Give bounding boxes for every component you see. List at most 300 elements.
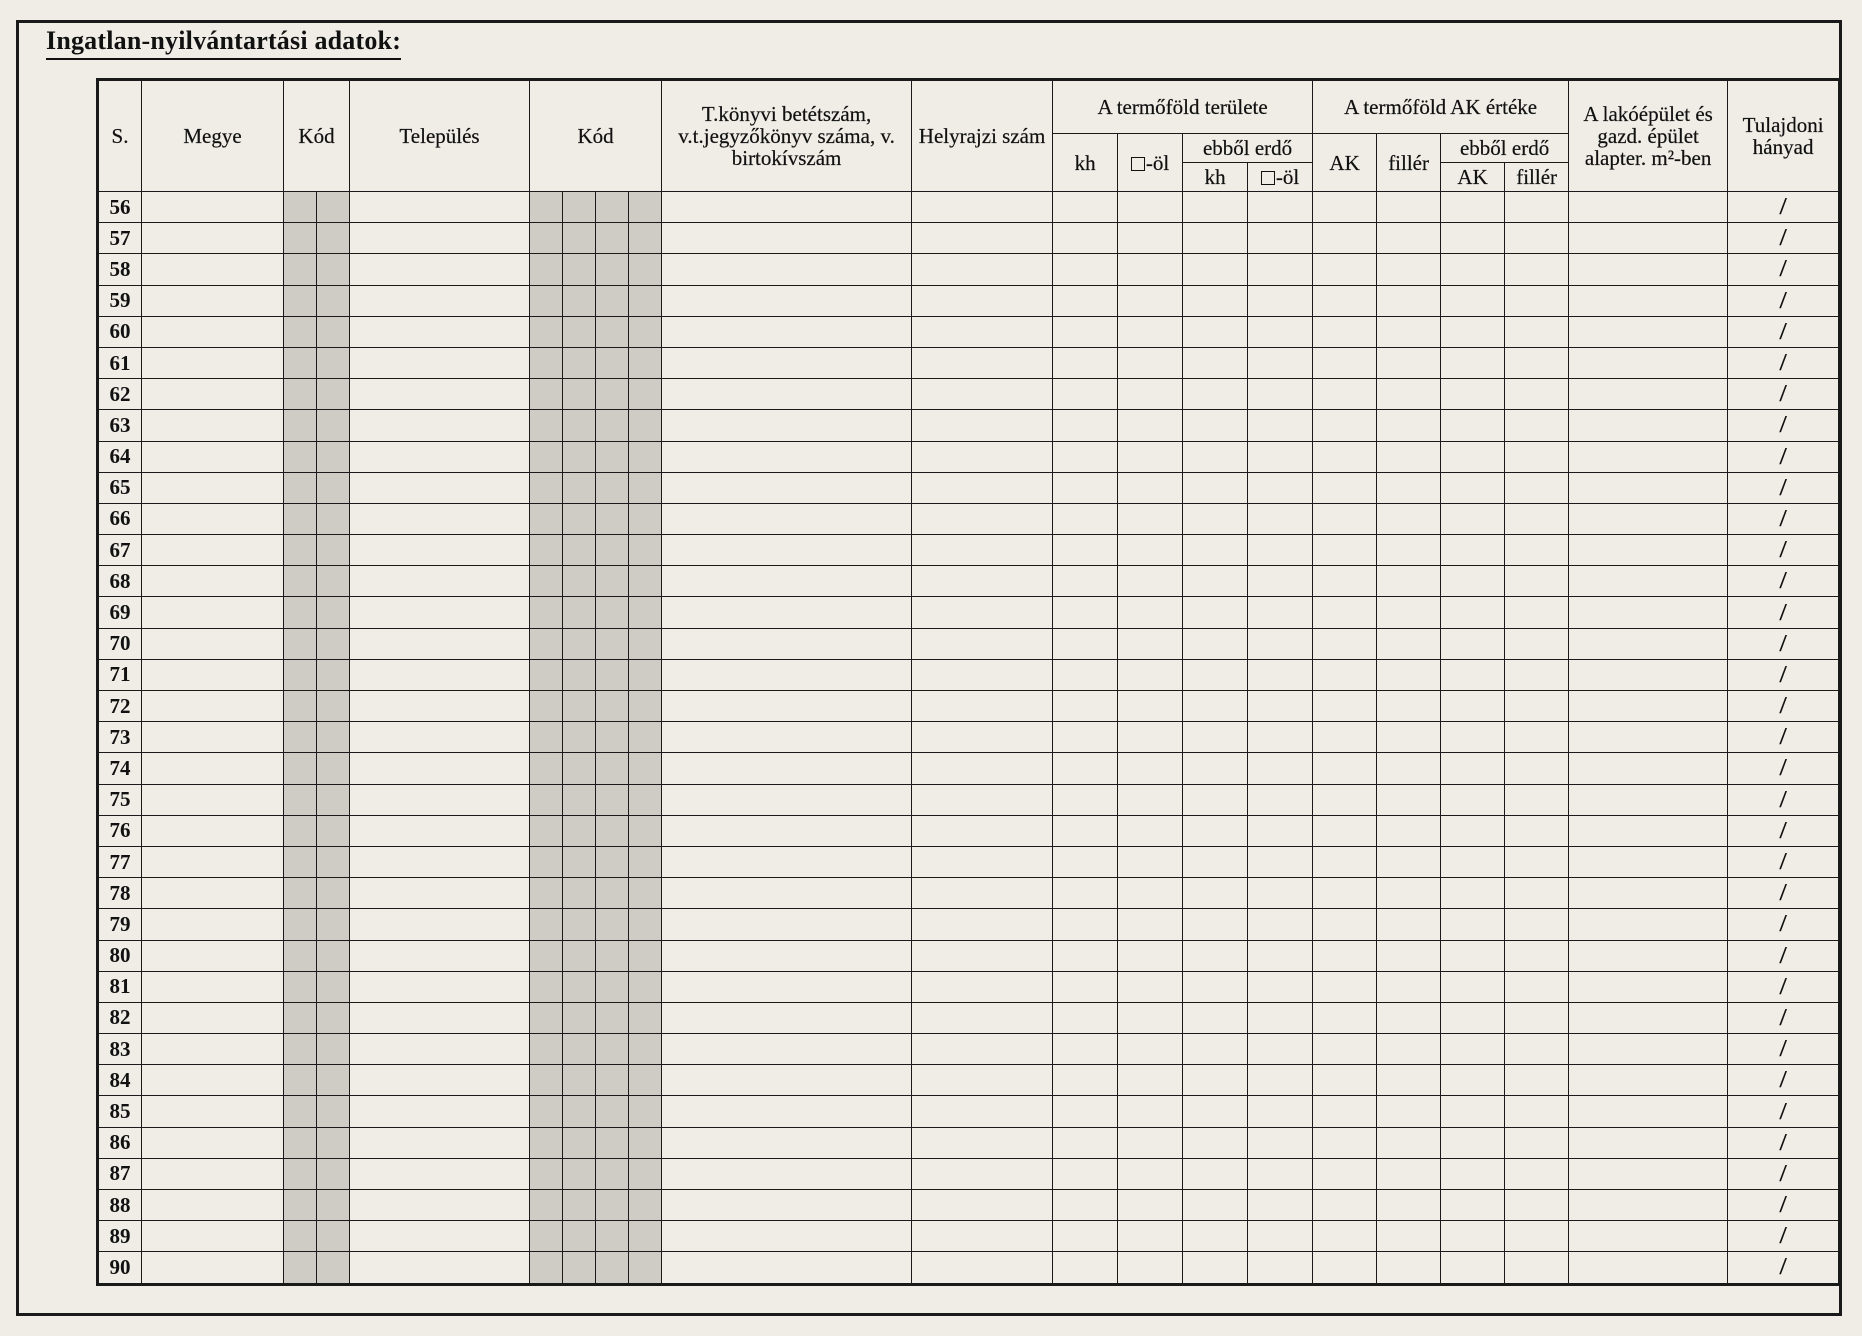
kod-county-cell[interactable] — [284, 1127, 317, 1158]
kod-settlement-cell[interactable] — [596, 1158, 629, 1189]
kod-county-cell[interactable] — [317, 722, 350, 753]
filler-erdo-cell[interactable] — [1505, 535, 1569, 566]
lakoepulet-cell[interactable] — [1569, 753, 1728, 784]
kh-cell[interactable] — [1053, 628, 1118, 659]
ol-cell[interactable] — [1118, 410, 1183, 441]
tkonyvi-cell[interactable] — [662, 722, 912, 753]
kod-settlement-cell[interactable] — [629, 1190, 662, 1221]
kh-cell[interactable] — [1053, 878, 1118, 909]
tkonyvi-cell[interactable] — [662, 784, 912, 815]
ol-cell[interactable] — [1118, 1158, 1183, 1189]
kh-cell[interactable] — [1053, 971, 1118, 1002]
kh-cell[interactable] — [1053, 285, 1118, 316]
kod-county-cell[interactable] — [284, 566, 317, 597]
telepules-cell[interactable] — [350, 472, 530, 503]
filler-cell[interactable] — [1377, 1190, 1441, 1221]
ol-erdo-cell[interactable] — [1248, 379, 1313, 410]
kod-settlement-cell[interactable] — [629, 846, 662, 877]
kod-county-cell[interactable] — [284, 472, 317, 503]
kod-settlement-cell[interactable] — [563, 940, 596, 971]
ol-erdo-cell[interactable] — [1248, 846, 1313, 877]
kod-settlement-cell[interactable] — [629, 347, 662, 378]
megye-cell[interactable] — [142, 379, 284, 410]
filler-erdo-cell[interactable] — [1505, 722, 1569, 753]
kod-county-cell[interactable] — [317, 254, 350, 285]
telepules-cell[interactable] — [350, 878, 530, 909]
lakoepulet-cell[interactable] — [1569, 566, 1728, 597]
ol-erdo-cell[interactable] — [1248, 1002, 1313, 1033]
kh-cell[interactable] — [1053, 597, 1118, 628]
tkonyvi-cell[interactable] — [662, 815, 912, 846]
tulajdoni-cell[interactable] — [1728, 1127, 1840, 1158]
telepules-cell[interactable] — [350, 535, 530, 566]
kod-settlement-cell[interactable] — [596, 1252, 629, 1284]
kod-settlement-cell[interactable] — [563, 1190, 596, 1221]
kod-county-cell[interactable] — [317, 1190, 350, 1221]
kod-settlement-cell[interactable] — [629, 1252, 662, 1284]
kod-settlement-cell[interactable] — [596, 691, 629, 722]
ol-cell[interactable] — [1118, 1221, 1183, 1252]
ak-erdo-cell[interactable] — [1441, 1127, 1505, 1158]
kod-county-cell[interactable] — [317, 691, 350, 722]
helyrajzi-cell[interactable] — [912, 472, 1053, 503]
kod-settlement-cell[interactable] — [629, 472, 662, 503]
kod-settlement-cell[interactable] — [596, 815, 629, 846]
ol-erdo-cell[interactable] — [1248, 691, 1313, 722]
kod-settlement-cell[interactable] — [530, 316, 563, 347]
ak-cell[interactable] — [1313, 971, 1377, 1002]
kod-settlement-cell[interactable] — [629, 1221, 662, 1252]
tulajdoni-cell[interactable] — [1728, 1096, 1840, 1127]
kod-settlement-cell[interactable] — [563, 1252, 596, 1284]
lakoepulet-cell[interactable] — [1569, 254, 1728, 285]
tulajdoni-cell[interactable] — [1728, 1034, 1840, 1065]
tkonyvi-cell[interactable] — [662, 503, 912, 534]
kod-settlement-cell[interactable] — [530, 223, 563, 254]
kod-county-cell[interactable] — [317, 628, 350, 659]
kh-cell[interactable] — [1053, 940, 1118, 971]
kod-county-cell[interactable] — [284, 1252, 317, 1284]
kh-cell[interactable] — [1053, 254, 1118, 285]
kod-settlement-cell[interactable] — [563, 441, 596, 472]
telepules-cell[interactable] — [350, 254, 530, 285]
tulajdoni-cell[interactable] — [1728, 1252, 1840, 1284]
kod-settlement-cell[interactable] — [596, 1096, 629, 1127]
ak-cell[interactable] — [1313, 940, 1377, 971]
kod-settlement-cell[interactable] — [530, 441, 563, 472]
ak-cell[interactable] — [1313, 1221, 1377, 1252]
lakoepulet-cell[interactable] — [1569, 441, 1728, 472]
lakoepulet-cell[interactable] — [1569, 1190, 1728, 1221]
kh-cell[interactable] — [1053, 691, 1118, 722]
kod-settlement-cell[interactable] — [596, 940, 629, 971]
kod-settlement-cell[interactable] — [596, 192, 629, 223]
kod-settlement-cell[interactable] — [596, 285, 629, 316]
helyrajzi-cell[interactable] — [912, 223, 1053, 254]
filler-cell[interactable] — [1377, 909, 1441, 940]
megye-cell[interactable] — [142, 909, 284, 940]
filler-erdo-cell[interactable] — [1505, 1065, 1569, 1096]
telepules-cell[interactable] — [350, 597, 530, 628]
kod-settlement-cell[interactable] — [563, 535, 596, 566]
kod-settlement-cell[interactable] — [629, 722, 662, 753]
tkonyvi-cell[interactable] — [662, 1190, 912, 1221]
tkonyvi-cell[interactable] — [662, 846, 912, 877]
tkonyvi-cell[interactable] — [662, 535, 912, 566]
lakoepulet-cell[interactable] — [1569, 503, 1728, 534]
ak-cell[interactable] — [1313, 1002, 1377, 1033]
ol-erdo-cell[interactable] — [1248, 192, 1313, 223]
kod-settlement-cell[interactable] — [629, 223, 662, 254]
telepules-cell[interactable] — [350, 316, 530, 347]
filler-cell[interactable] — [1377, 347, 1441, 378]
lakoepulet-cell[interactable] — [1569, 1158, 1728, 1189]
ak-erdo-cell[interactable] — [1441, 192, 1505, 223]
megye-cell[interactable] — [142, 347, 284, 378]
kh-erdo-cell[interactable] — [1183, 1096, 1248, 1127]
kh-cell[interactable] — [1053, 379, 1118, 410]
kod-county-cell[interactable] — [317, 223, 350, 254]
filler-erdo-cell[interactable] — [1505, 347, 1569, 378]
tulajdoni-cell[interactable] — [1728, 628, 1840, 659]
filler-erdo-cell[interactable] — [1505, 1252, 1569, 1284]
ak-erdo-cell[interactable] — [1441, 1065, 1505, 1096]
telepules-cell[interactable] — [350, 1034, 530, 1065]
kh-cell[interactable] — [1053, 441, 1118, 472]
kod-settlement-cell[interactable] — [530, 691, 563, 722]
kod-county-cell[interactable] — [317, 1096, 350, 1127]
telepules-cell[interactable] — [350, 753, 530, 784]
kod-settlement-cell[interactable] — [530, 347, 563, 378]
kod-county-cell[interactable] — [284, 503, 317, 534]
kod-settlement-cell[interactable] — [530, 1190, 563, 1221]
kod-county-cell[interactable] — [284, 1158, 317, 1189]
filler-cell[interactable] — [1377, 503, 1441, 534]
kod-settlement-cell[interactable] — [530, 909, 563, 940]
tkonyvi-cell[interactable] — [662, 691, 912, 722]
telepules-cell[interactable] — [350, 1127, 530, 1158]
lakoepulet-cell[interactable] — [1569, 878, 1728, 909]
ak-cell[interactable] — [1313, 1127, 1377, 1158]
ol-erdo-cell[interactable] — [1248, 1127, 1313, 1158]
tkonyvi-cell[interactable] — [662, 192, 912, 223]
kod-settlement-cell[interactable] — [530, 1252, 563, 1284]
ol-erdo-cell[interactable] — [1248, 878, 1313, 909]
kh-cell[interactable] — [1053, 815, 1118, 846]
tkonyvi-cell[interactable] — [662, 566, 912, 597]
ol-erdo-cell[interactable] — [1248, 815, 1313, 846]
kod-settlement-cell[interactable] — [563, 223, 596, 254]
kod-county-cell[interactable] — [284, 815, 317, 846]
kod-county-cell[interactable] — [284, 1002, 317, 1033]
ak-erdo-cell[interactable] — [1441, 1096, 1505, 1127]
kod-settlement-cell[interactable] — [563, 909, 596, 940]
kod-county-cell[interactable] — [284, 254, 317, 285]
helyrajzi-cell[interactable] — [912, 628, 1053, 659]
helyrajzi-cell[interactable] — [912, 1127, 1053, 1158]
lakoepulet-cell[interactable] — [1569, 940, 1728, 971]
lakoepulet-cell[interactable] — [1569, 1065, 1728, 1096]
ol-cell[interactable] — [1118, 753, 1183, 784]
kh-erdo-cell[interactable] — [1183, 971, 1248, 1002]
ak-cell[interactable] — [1313, 784, 1377, 815]
kod-settlement-cell[interactable] — [563, 285, 596, 316]
filler-cell[interactable] — [1377, 1127, 1441, 1158]
tulajdoni-cell[interactable] — [1728, 878, 1840, 909]
ak-erdo-cell[interactable] — [1441, 659, 1505, 690]
megye-cell[interactable] — [142, 192, 284, 223]
kod-settlement-cell[interactable] — [629, 379, 662, 410]
kh-cell[interactable] — [1053, 192, 1118, 223]
kod-county-cell[interactable] — [284, 784, 317, 815]
kod-settlement-cell[interactable] — [629, 254, 662, 285]
kh-erdo-cell[interactable] — [1183, 691, 1248, 722]
filler-cell[interactable] — [1377, 566, 1441, 597]
ol-erdo-cell[interactable] — [1248, 410, 1313, 441]
telepules-cell[interactable] — [350, 659, 530, 690]
kod-settlement-cell[interactable] — [629, 1158, 662, 1189]
kod-settlement-cell[interactable] — [596, 1221, 629, 1252]
tkonyvi-cell[interactable] — [662, 1252, 912, 1284]
telepules-cell[interactable] — [350, 846, 530, 877]
ak-cell[interactable] — [1313, 316, 1377, 347]
helyrajzi-cell[interactable] — [912, 285, 1053, 316]
kod-settlement-cell[interactable] — [629, 878, 662, 909]
tulajdoni-cell[interactable] — [1728, 971, 1840, 1002]
ol-cell[interactable] — [1118, 503, 1183, 534]
megye-cell[interactable] — [142, 597, 284, 628]
kod-settlement-cell[interactable] — [563, 659, 596, 690]
filler-erdo-cell[interactable] — [1505, 1034, 1569, 1065]
kod-county-cell[interactable] — [284, 1034, 317, 1065]
kod-settlement-cell[interactable] — [596, 223, 629, 254]
kod-settlement-cell[interactable] — [629, 971, 662, 1002]
filler-erdo-cell[interactable] — [1505, 1002, 1569, 1033]
kh-cell[interactable] — [1053, 1002, 1118, 1033]
tulajdoni-cell[interactable] — [1728, 1221, 1840, 1252]
tkonyvi-cell[interactable] — [662, 1065, 912, 1096]
megye-cell[interactable] — [142, 316, 284, 347]
ol-cell[interactable] — [1118, 597, 1183, 628]
kod-settlement-cell[interactable] — [596, 659, 629, 690]
helyrajzi-cell[interactable] — [912, 1221, 1053, 1252]
filler-cell[interactable] — [1377, 1221, 1441, 1252]
ak-erdo-cell[interactable] — [1441, 503, 1505, 534]
kod-settlement-cell[interactable] — [530, 815, 563, 846]
megye-cell[interactable] — [142, 815, 284, 846]
kod-county-cell[interactable] — [284, 659, 317, 690]
ol-cell[interactable] — [1118, 535, 1183, 566]
kh-erdo-cell[interactable] — [1183, 878, 1248, 909]
kod-settlement-cell[interactable] — [596, 1002, 629, 1033]
telepules-cell[interactable] — [350, 1158, 530, 1189]
kod-county-cell[interactable] — [284, 1221, 317, 1252]
telepules-cell[interactable] — [350, 410, 530, 441]
kod-settlement-cell[interactable] — [629, 753, 662, 784]
ol-erdo-cell[interactable] — [1248, 659, 1313, 690]
kh-cell[interactable] — [1053, 535, 1118, 566]
filler-erdo-cell[interactable] — [1505, 441, 1569, 472]
helyrajzi-cell[interactable] — [912, 691, 1053, 722]
kod-county-cell[interactable] — [284, 691, 317, 722]
kod-county-cell[interactable] — [317, 1034, 350, 1065]
ak-cell[interactable] — [1313, 379, 1377, 410]
kod-settlement-cell[interactable] — [563, 846, 596, 877]
ol-erdo-cell[interactable] — [1248, 784, 1313, 815]
lakoepulet-cell[interactable] — [1569, 784, 1728, 815]
megye-cell[interactable] — [142, 1158, 284, 1189]
ol-erdo-cell[interactable] — [1248, 285, 1313, 316]
filler-erdo-cell[interactable] — [1505, 1127, 1569, 1158]
helyrajzi-cell[interactable] — [912, 940, 1053, 971]
kod-county-cell[interactable] — [284, 316, 317, 347]
kod-county-cell[interactable] — [284, 535, 317, 566]
tulajdoni-cell[interactable] — [1728, 1002, 1840, 1033]
ak-cell[interactable] — [1313, 753, 1377, 784]
tulajdoni-cell[interactable] — [1728, 441, 1840, 472]
tulajdoni-cell[interactable] — [1728, 784, 1840, 815]
lakoepulet-cell[interactable] — [1569, 1221, 1728, 1252]
kod-settlement-cell[interactable] — [563, 1096, 596, 1127]
kod-settlement-cell[interactable] — [596, 971, 629, 1002]
kod-county-cell[interactable] — [284, 753, 317, 784]
kh-erdo-cell[interactable] — [1183, 379, 1248, 410]
tkonyvi-cell[interactable] — [662, 347, 912, 378]
kh-cell[interactable] — [1053, 1127, 1118, 1158]
ak-cell[interactable] — [1313, 597, 1377, 628]
tkonyvi-cell[interactable] — [662, 285, 912, 316]
ol-cell[interactable] — [1118, 659, 1183, 690]
ol-erdo-cell[interactable] — [1248, 753, 1313, 784]
helyrajzi-cell[interactable] — [912, 846, 1053, 877]
telepules-cell[interactable] — [350, 940, 530, 971]
ak-cell[interactable] — [1313, 1096, 1377, 1127]
megye-cell[interactable] — [142, 472, 284, 503]
kod-settlement-cell[interactable] — [629, 441, 662, 472]
kod-county-cell[interactable] — [317, 846, 350, 877]
kh-erdo-cell[interactable] — [1183, 441, 1248, 472]
tkonyvi-cell[interactable] — [662, 1127, 912, 1158]
kod-settlement-cell[interactable] — [629, 192, 662, 223]
ak-erdo-cell[interactable] — [1441, 1252, 1505, 1284]
kod-county-cell[interactable] — [317, 472, 350, 503]
ak-cell[interactable] — [1313, 503, 1377, 534]
lakoepulet-cell[interactable] — [1569, 815, 1728, 846]
kod-settlement-cell[interactable] — [563, 1034, 596, 1065]
kh-erdo-cell[interactable] — [1183, 472, 1248, 503]
kod-settlement-cell[interactable] — [530, 971, 563, 1002]
lakoepulet-cell[interactable] — [1569, 1034, 1728, 1065]
filler-cell[interactable] — [1377, 597, 1441, 628]
megye-cell[interactable] — [142, 784, 284, 815]
filler-cell[interactable] — [1377, 846, 1441, 877]
kod-settlement-cell[interactable] — [530, 1158, 563, 1189]
helyrajzi-cell[interactable] — [912, 379, 1053, 410]
kod-settlement-cell[interactable] — [530, 566, 563, 597]
megye-cell[interactable] — [142, 1096, 284, 1127]
ak-cell[interactable] — [1313, 815, 1377, 846]
kod-settlement-cell[interactable] — [530, 1002, 563, 1033]
kod-settlement-cell[interactable] — [596, 846, 629, 877]
ol-cell[interactable] — [1118, 1034, 1183, 1065]
kh-erdo-cell[interactable] — [1183, 192, 1248, 223]
tkonyvi-cell[interactable] — [662, 940, 912, 971]
megye-cell[interactable] — [142, 846, 284, 877]
ol-erdo-cell[interactable] — [1248, 628, 1313, 659]
megye-cell[interactable] — [142, 1034, 284, 1065]
filler-cell[interactable] — [1377, 1096, 1441, 1127]
kh-erdo-cell[interactable] — [1183, 254, 1248, 285]
kod-county-cell[interactable] — [317, 441, 350, 472]
filler-erdo-cell[interactable] — [1505, 628, 1569, 659]
kod-county-cell[interactable] — [317, 878, 350, 909]
kh-erdo-cell[interactable] — [1183, 659, 1248, 690]
kod-settlement-cell[interactable] — [629, 566, 662, 597]
ak-cell[interactable] — [1313, 535, 1377, 566]
telepules-cell[interactable] — [350, 347, 530, 378]
kh-erdo-cell[interactable] — [1183, 628, 1248, 659]
ol-erdo-cell[interactable] — [1248, 909, 1313, 940]
kh-cell[interactable] — [1053, 1158, 1118, 1189]
kod-county-cell[interactable] — [284, 597, 317, 628]
telepules-cell[interactable] — [350, 1002, 530, 1033]
kod-settlement-cell[interactable] — [563, 1065, 596, 1096]
kh-cell[interactable] — [1053, 784, 1118, 815]
megye-cell[interactable] — [142, 878, 284, 909]
kod-settlement-cell[interactable] — [530, 753, 563, 784]
kh-erdo-cell[interactable] — [1183, 784, 1248, 815]
megye-cell[interactable] — [142, 940, 284, 971]
kod-settlement-cell[interactable] — [563, 254, 596, 285]
filler-erdo-cell[interactable] — [1505, 846, 1569, 877]
helyrajzi-cell[interactable] — [912, 1252, 1053, 1284]
ol-erdo-cell[interactable] — [1248, 316, 1313, 347]
kod-settlement-cell[interactable] — [563, 316, 596, 347]
kh-erdo-cell[interactable] — [1183, 410, 1248, 441]
kod-county-cell[interactable] — [317, 379, 350, 410]
tulajdoni-cell[interactable] — [1728, 410, 1840, 441]
kod-county-cell[interactable] — [317, 535, 350, 566]
tkonyvi-cell[interactable] — [662, 628, 912, 659]
helyrajzi-cell[interactable] — [912, 1034, 1053, 1065]
kod-settlement-cell[interactable] — [596, 909, 629, 940]
kh-erdo-cell[interactable] — [1183, 1252, 1248, 1284]
ak-cell[interactable] — [1313, 472, 1377, 503]
megye-cell[interactable] — [142, 1221, 284, 1252]
kod-settlement-cell[interactable] — [530, 472, 563, 503]
ol-cell[interactable] — [1118, 347, 1183, 378]
kh-erdo-cell[interactable] — [1183, 223, 1248, 254]
kod-settlement-cell[interactable] — [629, 1065, 662, 1096]
kod-settlement-cell[interactable] — [563, 815, 596, 846]
ak-erdo-cell[interactable] — [1441, 1158, 1505, 1189]
kod-settlement-cell[interactable] — [596, 597, 629, 628]
ak-cell[interactable] — [1313, 1065, 1377, 1096]
ak-erdo-cell[interactable] — [1441, 223, 1505, 254]
kod-settlement-cell[interactable] — [563, 971, 596, 1002]
ak-cell[interactable] — [1313, 846, 1377, 877]
kod-settlement-cell[interactable] — [530, 659, 563, 690]
telepules-cell[interactable] — [350, 192, 530, 223]
helyrajzi-cell[interactable] — [912, 909, 1053, 940]
megye-cell[interactable] — [142, 410, 284, 441]
ak-erdo-cell[interactable] — [1441, 815, 1505, 846]
kod-settlement-cell[interactable] — [629, 1034, 662, 1065]
kod-county-cell[interactable] — [284, 441, 317, 472]
ol-cell[interactable] — [1118, 1065, 1183, 1096]
helyrajzi-cell[interactable] — [912, 1002, 1053, 1033]
kod-county-cell[interactable] — [317, 597, 350, 628]
